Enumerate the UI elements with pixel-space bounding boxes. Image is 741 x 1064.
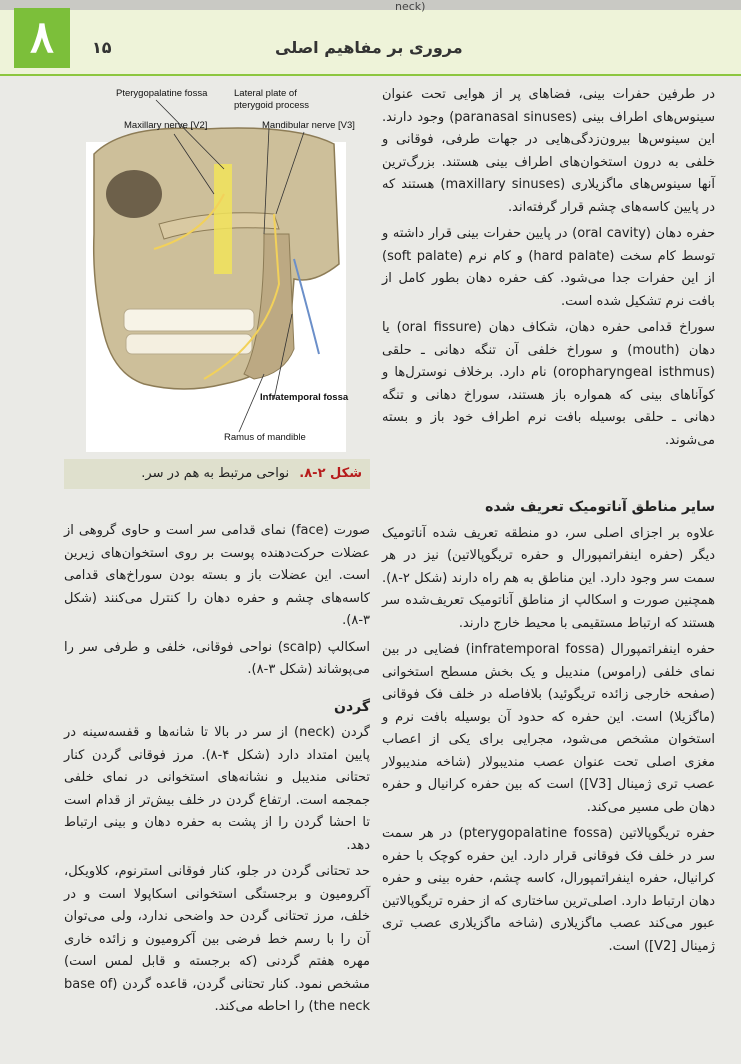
label-pterygopalatine: Pterygopalatine fossa xyxy=(116,88,208,99)
anatomy-figure xyxy=(64,84,370,454)
paragraph-oral-fissure: سوراخ قدامی حفره دهان، شکاف دهان (oral fissure) یا دهان (mouth) و سوراخ خلفی آن تنگه دهانی ـ حلقی (oropharyngeal isthmus) نام دارد. برخلاف نوسترل‌ها و کوآناهای بینی که همواره باز هستند، سوراخ دهانی و تنگه دهانی ـ حلقی بوسیله بافت نرم اطراف خود باز و بسته می‌شوند. xyxy=(382,320,715,448)
paragraph-other-regions: علاوه بر اجزای اصلی سر، دو منطقه تعریف شده آناتومیک دیگر (حفره اینفراتمپورال و حفره تریگوپالاتین) نیز در هر سمت سر وجود دارد. این مناطق به هم راه دارند (شکل ۲-۸). همچنین صورت و اسکالپ از مناطق آناتومیک تعریف‌شده سر هستند که ارتباط مستقیمی با محیط خارج دارند. xyxy=(382,525,715,631)
paragraph-paranasal: در طرفین حفرات بینی، فضاهای پر از هوایی تحت عنوان سینوس‌های اطراف بینی (paranasal sinuses) وجود دارند. این سینوس‌ها بیرون‌زدگی‌هایی در جهات طرفی، فوقانی و خلفی به درون استخوان‌های اطراف بینی هستند. بزرگ‌ترین آنها سینوس‌های ماگزیلاری (maxillary sinuses) هستند که در پایین کاسه‌های چشم قرار گرفته‌اند. xyxy=(382,87,715,215)
heading-other-regions: سایر مناطق آناتومیک تعریف شده xyxy=(485,499,715,515)
right-column-bottom xyxy=(382,496,715,962)
label-mandibular-nerve: Mandibular nerve [V3] xyxy=(262,120,355,131)
paragraph-infratemporal: حفره اینفراتمپورال (infratemporal fossa) فضایی در بین نمای خلفی (راموس) مندیبل و یک بخش مسطح استخوانی (صفحه خارجی زائده تریگوئید) بلافاصله در خلف فک فوقانی (ماگزیلا) است. این حفره که حدود آن بوسیله بافت نرم و استخوان مشخص می‌شود، مجرایی برای یکی از اعصاب مغزی اصلی تحت عنوان عصب مندیبولار (شاخه مندیبولار عصب تری ژمینال [V3]) است که بین حفره کرانیال و حفره دهان طی مسیر می‌کند. xyxy=(382,642,716,815)
figure-caption-text: نواحی مرتبط به هم در سر. xyxy=(141,466,290,481)
previous-page-strip xyxy=(0,0,741,10)
pterygopalatine-highlight xyxy=(214,164,232,274)
page-number: ۱۵ xyxy=(92,38,112,57)
left-column xyxy=(64,520,370,1023)
paragraph-scalp: اسکالپ (scalp) نواحی فوقانی، خلفی و طرفی سر را می‌پوشاند (شکل ۳-۸). xyxy=(64,639,371,677)
paragraph-neck-1: گردن (neck) از سر در بالا تا شانه‌ها و قفسه‌سینه در پایین امتداد دارد (شکل ۴-۸). مرز فوقانی گردن کنار تحتانی مندیبل و نشانه‌های استخوانی در نمای خلفی جمجمه است. ارتفاع گردن در خلف بیش‌تر از قدام است تا احشا گردن را از پشت به حفره دهان و بینی ارتباط دهد. xyxy=(64,725,370,853)
cut-off-text: neck) xyxy=(395,0,426,13)
paragraph-face: صورت (face) نمای قدامی سر است و حاوی گروهی از عضلات حرکت‌دهنده پوست بر روی استخوان‌های زیرین است. این عضلات باز و بسته بودن سوراخ‌های قدامی کاسه‌های چشم و حفره دهان را کنترل می‌کنند (شکل ۳-۸). xyxy=(64,523,370,628)
label-infratemporal: Infratemporal fossa xyxy=(260,392,349,403)
right-column-top xyxy=(382,84,715,456)
label-lateral-plate-2: pterygoid process xyxy=(234,100,309,111)
orbit-shape xyxy=(106,170,162,218)
figure-caption-number: شکل ۲-۸. xyxy=(299,466,362,481)
page-header xyxy=(0,0,741,76)
heading-neck: گردن xyxy=(334,698,370,715)
paragraph-pterygopalatine: حفره تریگوپالاتین (pterygopalatine fossa) در هر سمت سر در خلف فک فوقانی قرار دارد. این حفره کوچک با حفره کرانیال، حفره اینفراتمپورال، کاسه چشم، حفره بینی و حفره دهان ارتباط دارد. اصلی‌ترین ساختاری که از حفره تریگوپالاتین عبور می‌کند عصب ماگزیلاری (شاخه ماگزیلاری عصب تری ژمینال [V2]) است. xyxy=(382,826,715,954)
paragraph-oral-cavity: حفره دهان (oral cavity) در پایین حفرات بینی قرار داشته و توسط کام سخت (hard palate) و کام نرم (soft palate) از این حفرات جدا می‌شود. کف حفره دهان بطور کامل از بافت نرم تشکیل شده است. xyxy=(382,226,715,309)
chapter-number-badge: ٨ xyxy=(14,8,70,68)
label-maxillary-nerve: Maxillary nerve [V2] xyxy=(124,120,208,131)
paragraph-neck-2: حد تحتانی گردن در جلو، کنار فوقانی استرنوم، کلاویکل، آکرومیون و برجستگی استخوانی اسکاپولا است و در خلف، مرز تحتانی گردن حد واضحی ندارد، ولی می‌توان آن را با رسم خط فرضی بین آکرومیون و زائده خاری مهره هفتم گردنی (که برجسته و قابل لمس است) مشخص نمود. کنار تحتانی گردن، قاعده گردن (base of the neck) را احاطه می‌کند. xyxy=(64,864,370,1014)
teeth xyxy=(124,309,254,354)
label-lateral-plate-1: Lateral plate of xyxy=(234,88,297,99)
label-ramus: Ramus of mandible xyxy=(224,432,306,443)
figure-caption xyxy=(64,459,370,489)
running-title: مروری بر مفاهیم اصلی xyxy=(275,38,463,57)
